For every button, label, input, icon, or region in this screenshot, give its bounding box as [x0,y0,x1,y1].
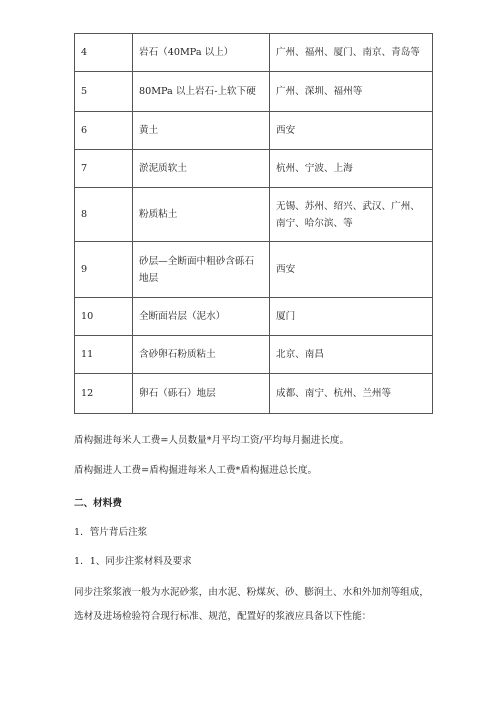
row-number-cell: 9 [75,242,133,298]
stratum-cell: 含砂卵石粉质粘土 [133,336,270,374]
cities-cell: 杭州、宁波、上海 [270,150,433,188]
subheading-grouting: 1．管片背后注浆 [74,527,148,538]
stratum-cell: 岩石（40MPa 以上） [133,34,270,72]
row-number-cell: 7 [75,150,133,188]
row-number-cell: 8 [75,188,133,242]
row-number-cell: 10 [75,298,133,336]
stratum-cell: 全断面岩层（泥水） [133,298,270,336]
stratum-cell: 80MPa 以上岩石-上软下硬 [133,72,270,112]
table-row [75,336,433,374]
row-number-cell: 5 [75,72,133,112]
row-number-cell: 6 [75,112,133,150]
table-row [75,298,433,336]
stratum-cell: 淤泥质软土 [133,150,270,188]
row-number-cell: 12 [75,374,133,414]
stratum-cell: 黄土 [133,112,270,150]
labor-cost-per-meter-formula: 盾构掘进每米人工费=人员数量*月平均工资/平均每月掘进长度。 [74,435,350,446]
cities-cell: 成都、南宁、杭州、兰州等 [270,374,433,414]
table-row [75,112,433,150]
cities-cell: 广州、福州、厦门、南京、青岛等 [270,34,433,72]
cities-cell: 西安 [270,112,433,150]
row-number-cell: 4 [75,34,133,72]
stratum-cell: 砂层—全断面中粗砂含砾石地层 [133,242,270,298]
cities-cell: 北京、南昌 [270,336,433,374]
cities-cell: 厦门 [270,298,433,336]
table-row [75,34,433,72]
table-row [75,242,433,298]
row-number-cell: 11 [75,336,133,374]
grout-body-paragraph: 同步注浆浆液一般为水泥砂浆，由水泥、粉煤灰、砂、膨润土、水和外加剂等组成，选材及进场检验符合现行标准、规范，配置好的浆液应具备以下性能： [74,587,429,622]
cities-cell: 西安 [270,242,433,298]
stratum-city-table [74,33,433,414]
section-heading: 二、材料费 [74,498,122,509]
subheading-grout-materials: 1．1、同步注浆材料及要求 [74,556,192,567]
cities-cell: 广州、深圳、福州等 [270,72,433,112]
cities-cell: 无锡、苏州、绍兴、武汉、广州、南宁、哈尔滨、等 [270,188,433,242]
stratum-cell: 卵石（砾石）地层 [133,374,270,414]
table-row [75,150,433,188]
table-row [75,188,433,242]
stratum-cell: 粉质粘土 [133,188,270,242]
total-labor-cost-formula: 盾构掘进人工费=盾构掘进每米人工费*盾构掘进总长度。 [74,465,318,476]
table-row [75,374,433,414]
table-row [75,72,433,112]
